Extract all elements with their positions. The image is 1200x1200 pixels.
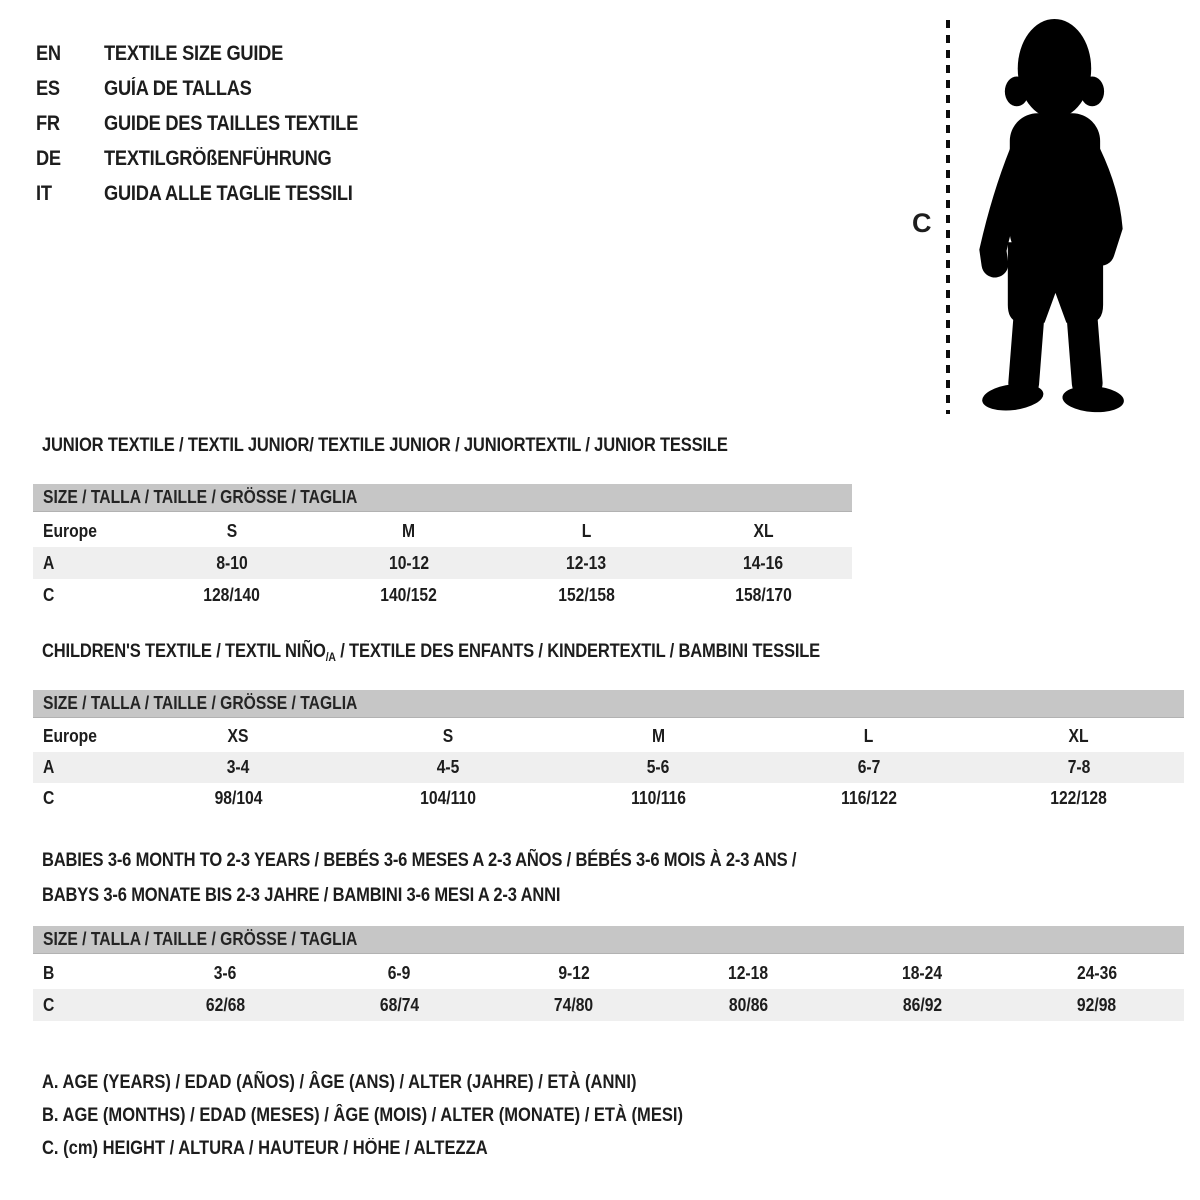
children-section-title: CHILDREN'S TEXTILE / TEXTIL $NIÑO_{/A}$ / TEXTILE DES ENFANTS / KINDERTEXTIL / BAMBINI TESSILE — [42, 641, 821, 664]
junior-size-table — [33, 484, 852, 611]
months-cell: 12-18 — [728, 962, 769, 983]
height-cell: 140/152 — [380, 584, 438, 605]
size-cell: S — [226, 520, 237, 541]
months-cell: 3-6 — [213, 962, 237, 983]
months-cell: 24-36 — [1076, 962, 1117, 983]
children-size-table — [33, 690, 1184, 814]
age-cell: 5-6 — [647, 757, 670, 777]
height-dashed-line — [946, 20, 950, 414]
height-cell: 128/140 — [203, 584, 260, 605]
size-cell: XS — [227, 726, 249, 746]
language-code: ES — [36, 76, 60, 100]
size-cell: L — [581, 520, 591, 541]
size-header-bar: SIZE / TALLA / TAILLE / GRÖSSE / TAGLIA — [33, 484, 852, 512]
table-row-europe — [33, 721, 1184, 752]
size-cell: M — [402, 520, 416, 541]
row-label: A — [43, 552, 55, 573]
age-cell: 6-7 — [857, 757, 881, 777]
age-cell: 14-16 — [743, 552, 784, 573]
language-label: TEXTILGRÖßENFÜHRUNG — [104, 146, 332, 170]
language-row-fr — [36, 106, 396, 141]
language-code: IT — [36, 181, 52, 205]
legend-line-c: C. (cm) HEIGHT / ALTURA / HAUTEUR / HÖHE / ALTEZZA — [42, 1138, 488, 1159]
language-row-it — [36, 176, 396, 211]
language-row-es — [36, 71, 396, 106]
height-cell: 86/92 — [902, 994, 943, 1015]
height-cell: 98/104 — [214, 788, 263, 808]
language-code: DE — [36, 146, 61, 170]
height-cell: 122/128 — [1050, 788, 1108, 808]
language-list — [36, 36, 396, 211]
height-measure-label: C — [912, 208, 932, 238]
size-cell: S — [443, 726, 454, 746]
months-cell: 9-12 — [558, 962, 590, 983]
age-cell: 8-10 — [215, 552, 248, 573]
table-row-age — [33, 752, 1184, 783]
height-cell: 110/116 — [631, 788, 686, 808]
row-label: C — [43, 788, 55, 808]
babies-size-table — [33, 926, 1184, 1021]
row-label: C — [43, 994, 55, 1015]
language-code: FR — [36, 111, 60, 135]
height-cell: 104/110 — [420, 788, 477, 808]
table-row-europe — [33, 515, 852, 547]
table-row-height — [33, 989, 1184, 1021]
babies-section-title-line1: BABIES 3-6 MONTH TO 2-3 YEARS / BEBÉS 3-6 MESES A 2-3 AÑOS / BÉBÉS 3-6 MOIS À 2-3 ANS / — [42, 850, 797, 871]
age-cell: 7-8 — [1067, 757, 1091, 777]
height-cell: 68/74 — [379, 994, 420, 1015]
height-cell: 158/170 — [735, 584, 792, 605]
size-cell: XL — [753, 520, 774, 541]
row-label: Europe — [43, 520, 97, 541]
row-label: A — [43, 757, 55, 777]
language-label: TEXTILE SIZE GUIDE — [104, 41, 284, 65]
table-row-height — [33, 783, 1184, 814]
language-label: GUIDE DES TAILLES TEXTILE — [104, 111, 359, 135]
table-row-months — [33, 957, 1184, 989]
height-cell: 92/98 — [1077, 994, 1117, 1015]
row-label: Europe — [43, 726, 97, 746]
height-cell: 74/80 — [554, 994, 594, 1015]
language-row-de — [36, 141, 396, 176]
legend-line-a: A. AGE (YEARS) / EDAD (AÑOS) / ÂGE (ANS) / ALTER (JAHRE) / ETÀ (ANNI) — [42, 1072, 637, 1093]
row-label: C — [43, 584, 55, 605]
size-cell: L — [863, 726, 874, 746]
legend — [42, 1072, 779, 1171]
size-cell: XL — [1068, 726, 1089, 746]
size-cell: M — [651, 726, 666, 746]
height-cell: 80/86 — [728, 994, 768, 1015]
toddler-silhouette-icon — [960, 14, 1140, 416]
legend-line-b: B. AGE (MONTHS) / EDAD (MESES) / ÂGE (MOIS) / ALTER (MONATE) / ETÀ (MESI) — [42, 1105, 683, 1126]
height-cell: 62/68 — [205, 994, 245, 1015]
age-cell: 12-13 — [566, 552, 607, 573]
junior-section-title: JUNIOR TEXTILE / TEXTIL JUNIOR/ TEXTILE JUNIOR / JUNIORTEXTIL / JUNIOR TESSILE — [42, 435, 728, 456]
height-cell: 152/158 — [557, 584, 615, 605]
table-row-height — [33, 579, 852, 611]
row-label: B — [43, 962, 55, 983]
title-subscript: /A — [325, 650, 336, 664]
age-cell: 3-4 — [226, 757, 250, 777]
height-cell: 116/122 — [840, 788, 897, 808]
language-code: EN — [36, 41, 61, 65]
size-header-bar: SIZE / TALLA / TAILLE / GRÖSSE / TAGLIA — [33, 690, 1184, 718]
age-cell: 10-12 — [388, 552, 429, 573]
language-label: GUÍA DE TALLAS — [104, 76, 252, 100]
table-row-age — [33, 547, 852, 579]
babies-section-title-line2: BABYS 3-6 MONATE BIS 2-3 JAHRE / BAMBINI 3-6 MESI A 2-3 ANNI — [42, 885, 561, 906]
language-label: GUIDA ALLE TAGLIE TESSILI — [104, 181, 353, 205]
size-header-bar: SIZE / TALLA / TAILLE / GRÖSSE / TAGLIA — [33, 926, 1184, 954]
language-row-en — [36, 36, 396, 71]
months-cell: 6-9 — [388, 962, 411, 983]
age-cell: 4-5 — [436, 757, 460, 777]
months-cell: 18-24 — [902, 962, 943, 983]
